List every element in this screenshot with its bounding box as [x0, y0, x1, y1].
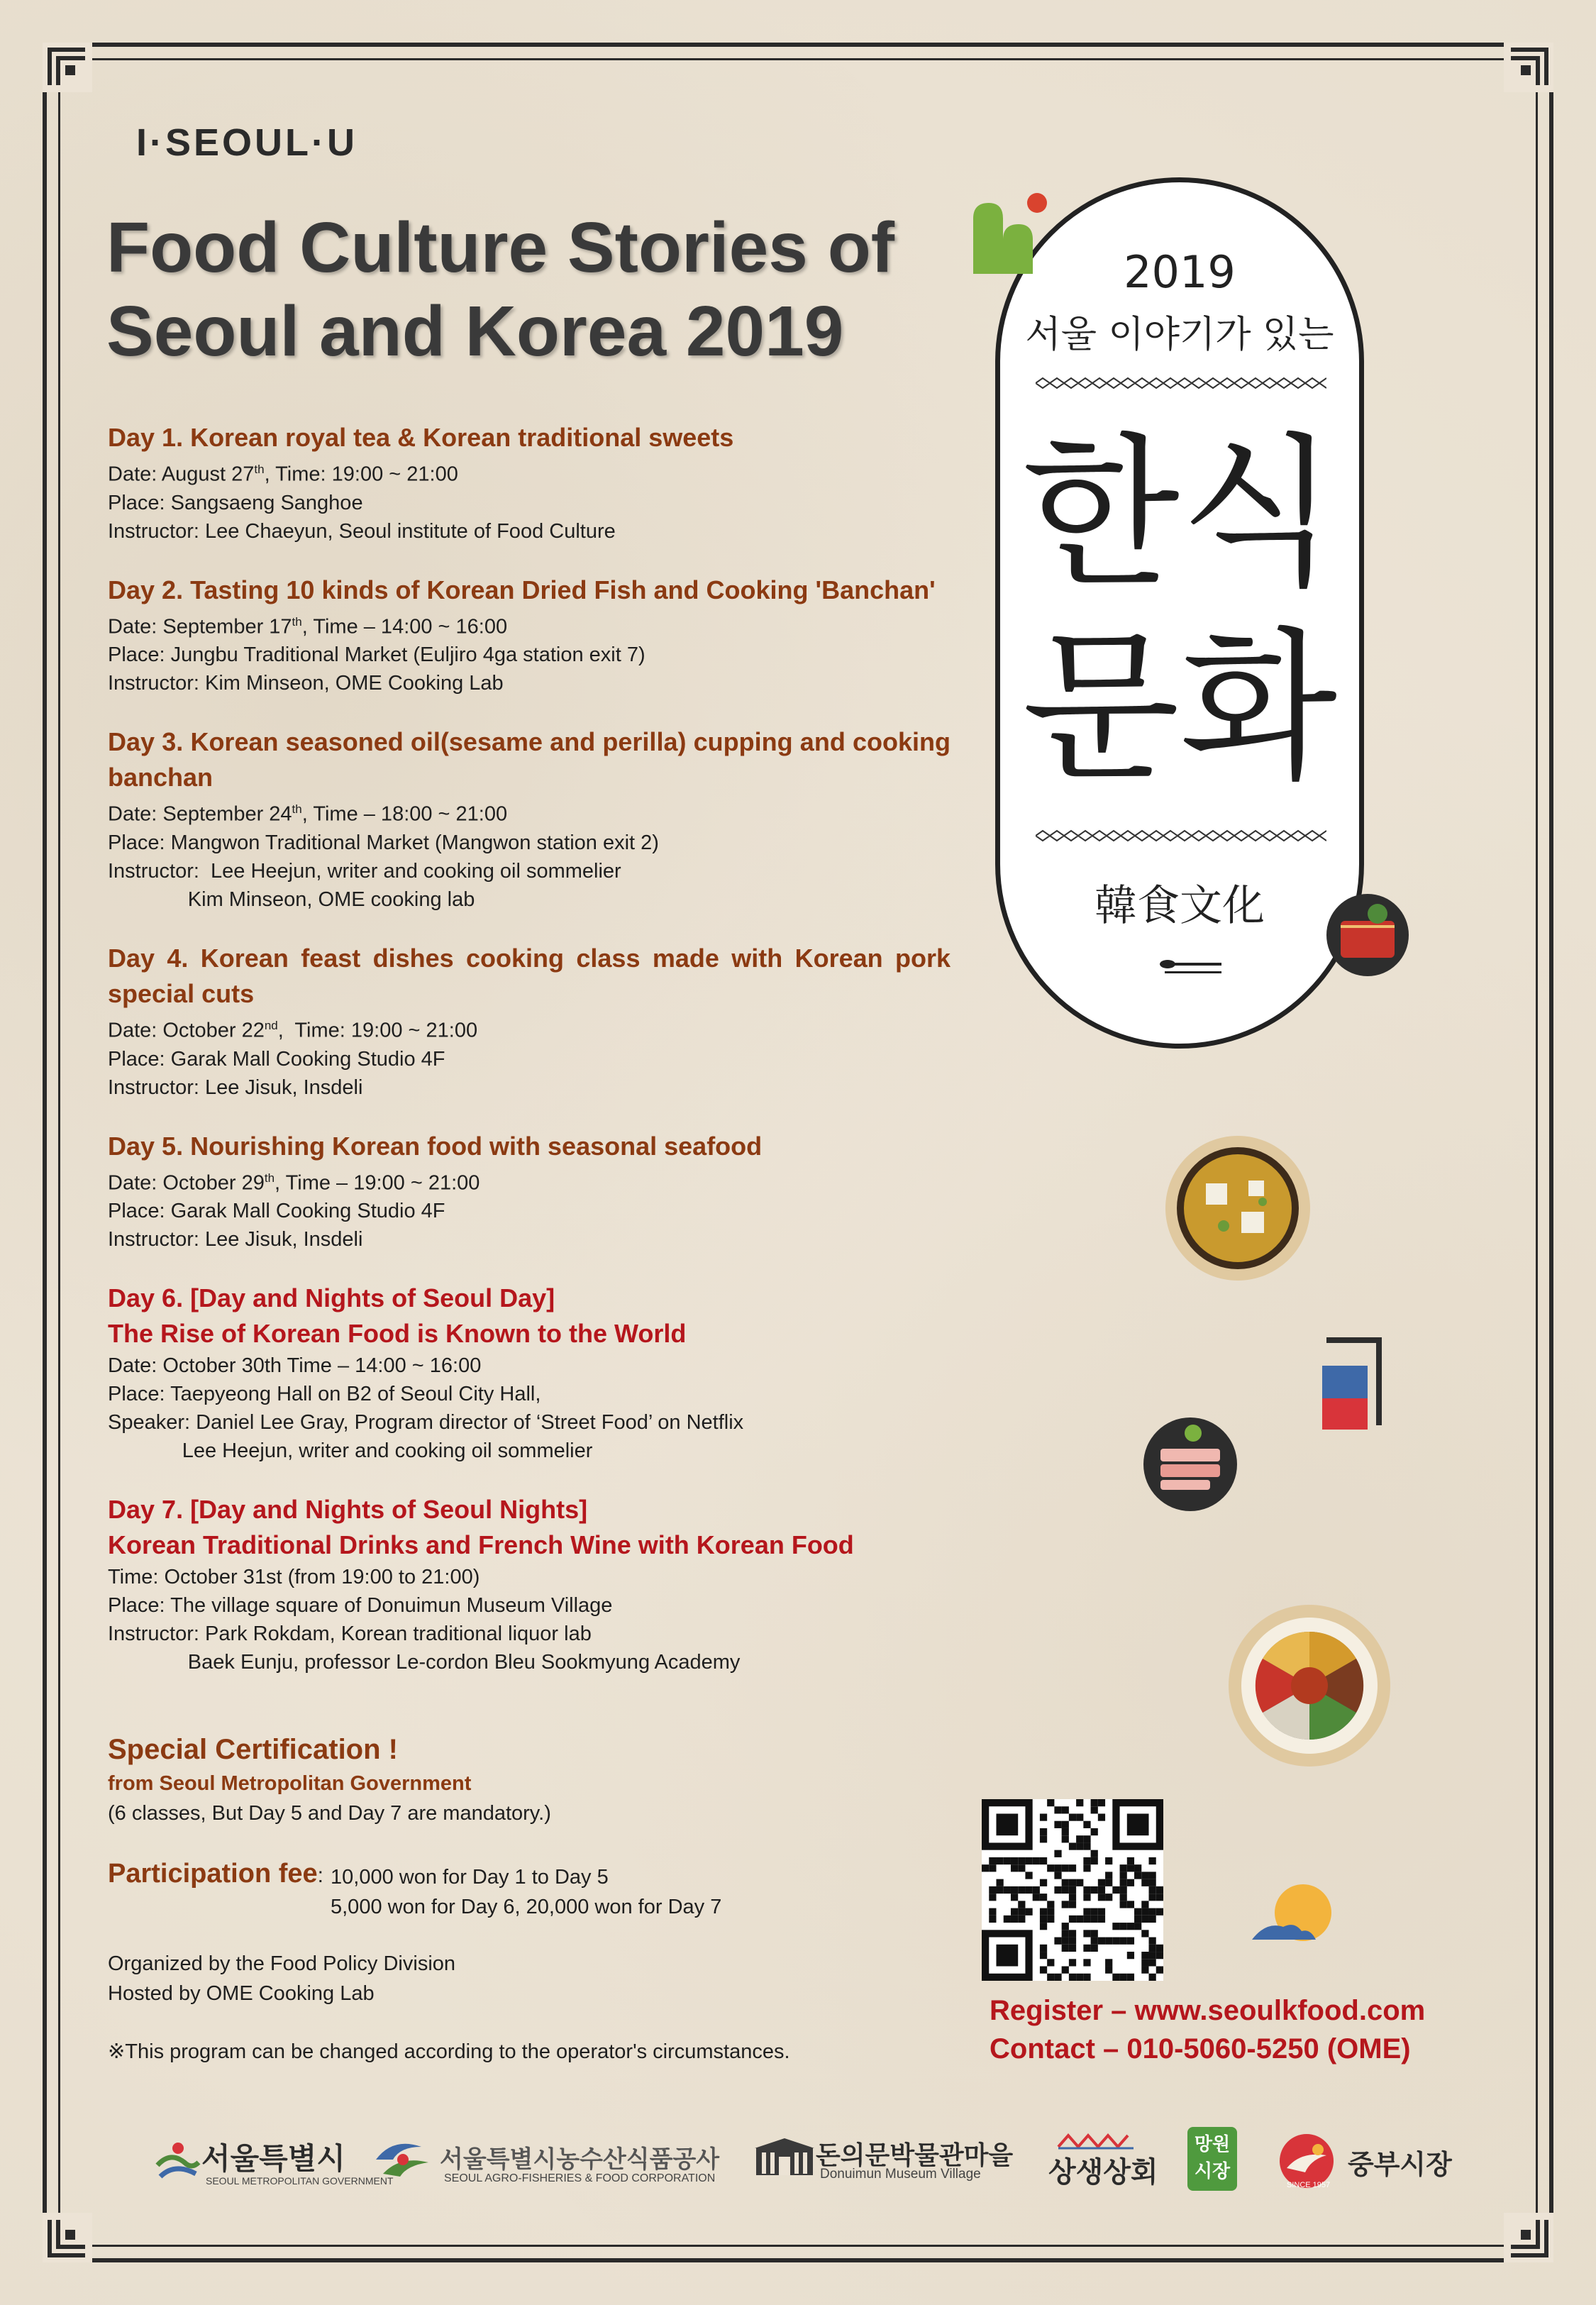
donuimun-village-logo-icon — [755, 2138, 814, 2175]
day-instructor: Instructor: Lee Jisuk, Insdeli — [108, 1076, 363, 1099]
mangwon-market-logo — [1187, 2127, 1237, 2191]
partner-agro-fisheries-en: SEOUL AGRO-FISHERIES & FOOD CORPORATION — [444, 2172, 716, 2184]
partner-sangsaeng-sanghoe: 상생상회 — [1048, 2156, 1158, 2189]
day-date: Date: October 29th, Time – 19:00 ~ 21:00 — [108, 1171, 480, 1195]
partner-donuimun-village: 돈의문박물관마을 — [816, 2141, 1014, 2170]
seoul-government-logo-icon — [153, 2137, 203, 2187]
badge-year: 2019 — [1124, 246, 1236, 298]
day-2-section — [108, 573, 951, 698]
soup-bowl-icon — [1163, 1134, 1312, 1283]
day-instructor: Instructor: Lee Chaeyun, Seoul institute of Food Culture — [108, 519, 616, 543]
day-4-section — [108, 941, 951, 1102]
badge-hanja: 韓食文化 — [1095, 881, 1265, 931]
sun-over-mountain-icon — [1252, 1881, 1333, 1945]
agro-fisheries-logo-icon — [372, 2134, 433, 2184]
day-place: Place: Jungbu Traditional Market (Euljiro 4ga station exit 7) — [108, 643, 645, 667]
day-date: Date: August 27th, Time: 19:00 ~ 21:00 — [108, 463, 458, 486]
day-time: Time: October 31st (from 19:00 to 21:00) — [108, 1566, 480, 1589]
day-instructor: Instructor: Lee Heejun, writer and cooking oil sommelier — [108, 859, 621, 883]
partner-seoul-government-en: SEOUL METROPOLITAN GOVERNMENT — [206, 2175, 394, 2187]
day-7-section — [108, 1492, 951, 1676]
corner-ornament-bottom-left — [43, 2213, 92, 2262]
special-certification-title: Special Certification ! — [108, 1734, 398, 1765]
day-instructor-2: Kim Minseon, OME cooking lab — [108, 888, 475, 911]
day-title: Day 3. Korean seasoned oil(sesame and perilla) cupping and cooking banchan — [108, 727, 951, 792]
i-seoul-u-logo: I·SEOUL·U — [136, 121, 358, 164]
corner-ornament-top-left — [43, 43, 92, 92]
day-speaker: Speaker: Daniel Lee Gray, Program director of ‘Street Food’ on Netflix — [108, 1411, 744, 1435]
fee-line-1: 10,000 won for Day 1 to Day 5 — [331, 1866, 609, 1889]
green-hill-icon — [970, 190, 1053, 275]
day-3-section — [108, 724, 951, 914]
partner-seoul-government: 서울특별시 — [201, 2141, 345, 2176]
hosted-by: Hosted by OME Cooking Lab — [108, 1982, 375, 2005]
day-place: Place: Taepyeong Hall on B2 of Seoul City Hall, — [108, 1383, 541, 1406]
day-place: Place: Garak Mall Cooking Studio 4F — [108, 1047, 445, 1071]
organized-by: Organized by the Food Policy Division — [108, 1952, 456, 1975]
day-title: Day 2. Tasting 10 kinds of Korean Dried Fish and Cooking 'Banchan' — [108, 575, 936, 604]
day-place: Place: The village square of Donuimun Museum Village — [108, 1594, 613, 1618]
title-line-2: Seoul and Korea 2019 — [106, 292, 844, 371]
fee-line-2: 5,000 won for Day 6, 20,000 won for Day 7 — [331, 1896, 722, 1918]
special-certification-issuer: from Seoul Metropolitan Government — [108, 1772, 472, 1795]
day-5-section — [108, 1129, 951, 1254]
bibimbap-bowl-icon — [1227, 1603, 1392, 1768]
day-title: Day 6. [Day and Nights of Seoul Day] — [108, 1283, 555, 1313]
korean-food-culture-badge — [995, 177, 1364, 1049]
day-place: Place: Sangsaeng Sanghoe — [108, 491, 363, 514]
day-title: Day 5. Nourishing Korean food with seasonal seafood — [108, 1131, 763, 1161]
day-instructor: Instructor: Lee Jisuk, Insdeli — [108, 1228, 363, 1251]
chopsticks-spoon-icon — [1159, 956, 1223, 977]
page-title — [106, 206, 922, 373]
zigzag-divider-top — [1036, 375, 1326, 391]
kimchi-bowl-icon — [1325, 892, 1410, 978]
partner-jungbu-market: 중부시장 — [1348, 2149, 1452, 2180]
day-date: Date: October 30th Time – 14:00 ~ 16:00 — [108, 1354, 482, 1378]
day-title: Day 7. [Day and Nights of Seoul Nights] — [108, 1495, 588, 1525]
day-1-section — [108, 420, 951, 546]
day-place: Place: Mangwon Traditional Market (Mangwon station exit 2) — [108, 831, 659, 854]
day-6-section — [108, 1281, 951, 1465]
register-link[interactable]: Register – www.seoulkfood.com — [990, 1995, 1426, 2026]
day-date: Date: September 17th, Time – 14:00 ~ 16:00 — [108, 614, 508, 639]
day-instructor: Instructor: Kim Minseon, OME Cooking Lab — [108, 672, 504, 695]
day-place: Place: Garak Mall Cooking Studio 4F — [108, 1200, 445, 1223]
special-certification-note: (6 classes, But Day 5 and Day 7 are mandatory.) — [108, 1802, 551, 1825]
day-subtitle: Korean Traditional Drinks and French Wine with Korean Food — [108, 1530, 854, 1560]
corner-ornament-bottom-right — [1504, 2213, 1553, 2262]
partner-agro-fisheries: 서울특별시농수산식품공사 — [440, 2145, 720, 2174]
badge-title-hansik: 한식 — [1021, 419, 1338, 609]
disclaimer: ※This program can be changed according to the operator's circumstances. — [108, 2040, 790, 2063]
badge-subtitle: 서울 이야기가 있는 — [1025, 314, 1334, 356]
corner-ornament-top-right — [1504, 43, 1553, 92]
day-instructor: Instructor: Park Rokdam, Korean traditional liquor lab — [108, 1623, 592, 1646]
partner-donuimun-village-en: Donuimun Museum Village — [820, 2167, 981, 2182]
mangwon-market-label: 망원시장 — [1194, 2134, 1231, 2182]
day-date: Date: September 24th, Time – 18:00 ~ 21:00 — [108, 802, 508, 826]
contact-phone[interactable]: Contact – 010-5060-5250 (OME) — [990, 2033, 1411, 2064]
badge-title-munhwa: 문화 — [1021, 614, 1338, 803]
pork-belly-dish-icon — [1142, 1416, 1238, 1513]
sangsaeng-logo-icon — [1057, 2131, 1135, 2150]
traditional-tower-icon — [1319, 1337, 1383, 1430]
participation-fee-label: Participation fee: — [108, 1859, 323, 1889]
program-schedule — [108, 420, 951, 1703]
jungbu-market-since: SINCE 1957 — [1287, 2181, 1331, 2189]
day-title: Day 1. Korean royal tea & Korean traditional sweets — [108, 423, 734, 452]
day-date: Date: October 22nd, Time: 19:00 ~ 21:00 — [108, 1018, 478, 1042]
day-speaker-2: Lee Heejun, writer and cooking oil sommelier — [108, 1439, 593, 1463]
zigzag-divider-bottom — [1036, 828, 1326, 844]
day-title: Day 4. Korean feast dishes cooking class made with Korean pork special cuts — [108, 943, 951, 1008]
day-instructor-2: Baek Eunju, professor Le-cordon Bleu Sookmyung Academy — [108, 1651, 741, 1674]
title-line-1: Food Culture Stories of — [106, 208, 895, 287]
qr-code[interactable] — [982, 1799, 1163, 1981]
day-subtitle: The Rise of Korean Food is Known to the World — [108, 1319, 687, 1349]
